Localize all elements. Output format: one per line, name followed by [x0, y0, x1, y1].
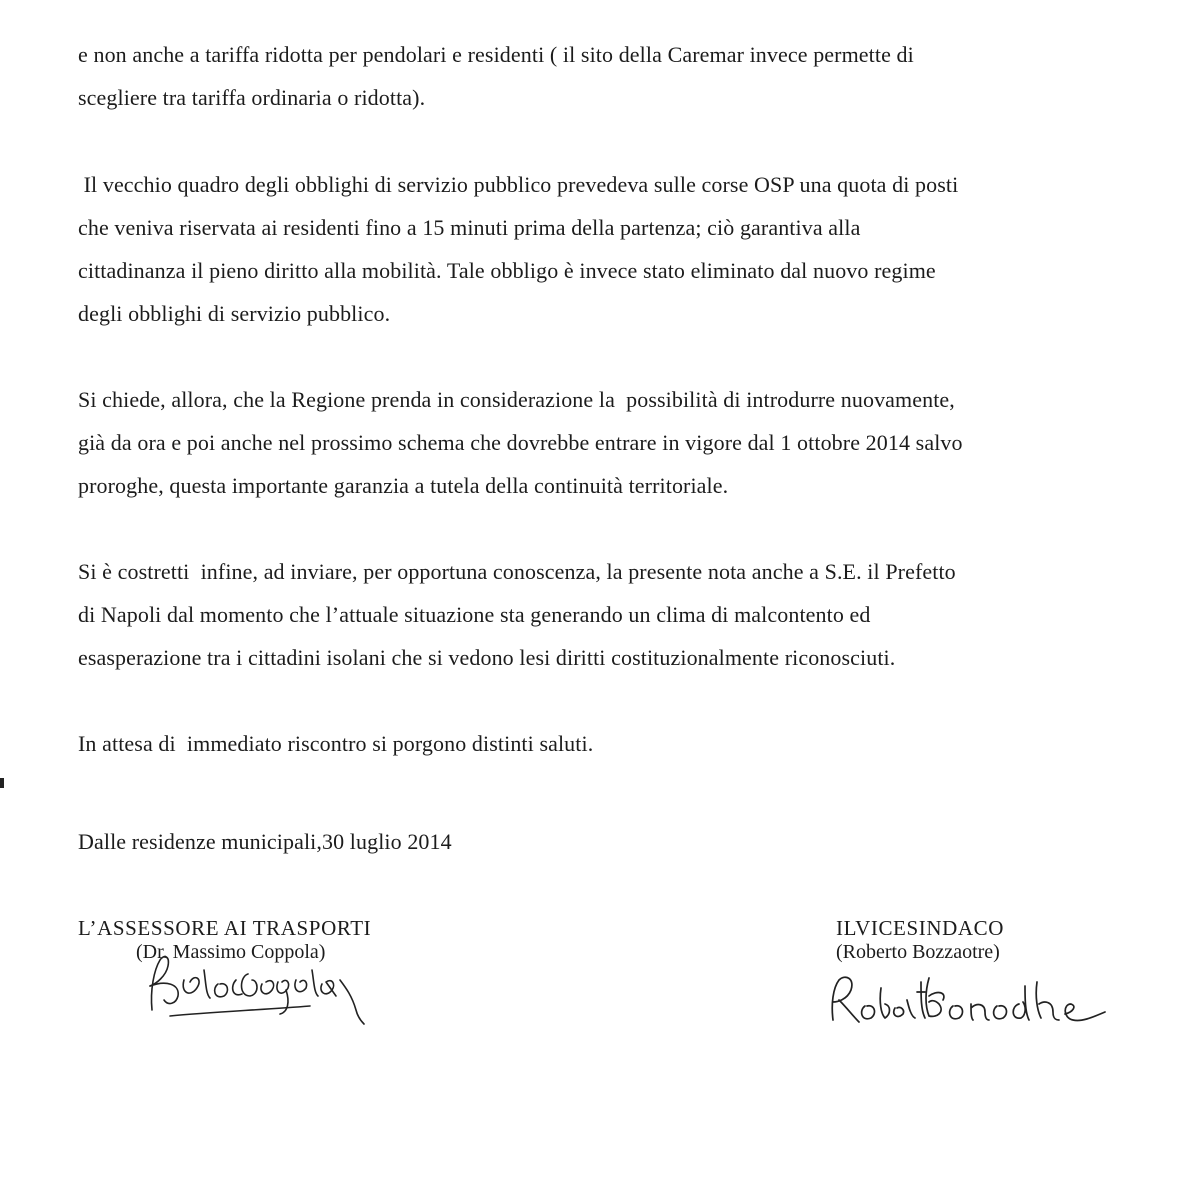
- date-line: [78, 820, 1078, 863]
- signatory-name: (Dr. Massimo Coppola): [136, 941, 326, 963]
- text-line: proroghe, questa importante garanzia a tutela della continuità territoriale.: [78, 473, 729, 498]
- paragraph-osp-obligations: [78, 163, 1078, 335]
- signatory-role: L’ASSESSORE AI TRASPORTI: [78, 916, 372, 940]
- signatory-right: [836, 916, 1004, 964]
- text-line: scegliere tra tariffa ordinaria o ridotta).: [78, 85, 426, 110]
- text-line: In attesa di immediato riscontro si porgono distinti saluti.: [78, 731, 594, 756]
- handwritten-signature-left: [140, 940, 380, 1025]
- text-line: già da ora e poi anche nel prossimo schema che dovrebbe entrare in vigore dal 1 ottobre 2014 salvo: [78, 430, 963, 455]
- text-line: cittadinanza il pieno diritto alla mobilità. Tale obbligo è invece stato eliminato dal nuovo regime: [78, 258, 936, 283]
- paragraph-prefetto: [78, 550, 1078, 679]
- text-line: Si è costretti infine, ad inviare, per opportuna conoscenza, la presente nota anche a S.E. il Prefetto: [78, 559, 956, 584]
- paragraph-request: [78, 378, 1078, 507]
- paragraph-tariff: [78, 33, 1078, 119]
- text-line: e non anche a tariffa ridotta per pendolari e residenti ( il sito della Caremar invece permette di: [78, 42, 914, 67]
- text-line: esasperazione tra i cittadini isolani che si vedono lesi diritti costituzionalmente riconosciuti.: [78, 645, 896, 670]
- paragraph-closing: [78, 722, 1078, 765]
- text-line: di Napoli dal momento che l’attuale situazione sta generando un clima di malcontento ed: [78, 602, 871, 627]
- text-line: degli obblighi di servizio pubblico.: [78, 301, 391, 326]
- text-line: Dalle residenze municipali,30 luglio 2014: [78, 829, 452, 854]
- text-line: che veniva riservata ai residenti fino a 15 minuti prima della partenza; ciò garantiva alla: [78, 215, 861, 240]
- text-line: Il vecchio quadro degli obblighi di servizio pubblico prevedeva sulle corse OSP una quota di posti: [78, 172, 959, 197]
- signatory-name: (Roberto Bozzaotre): [836, 941, 1000, 963]
- handwritten-signature-right: [825, 968, 1115, 1033]
- signatory-role: ILVICESINDACO: [836, 916, 1005, 940]
- scan-artifact-mark: [0, 778, 4, 788]
- text-line: Si chiede, allora, che la Regione prenda in considerazione la possibilità di introdurre nuovamente,: [78, 387, 955, 412]
